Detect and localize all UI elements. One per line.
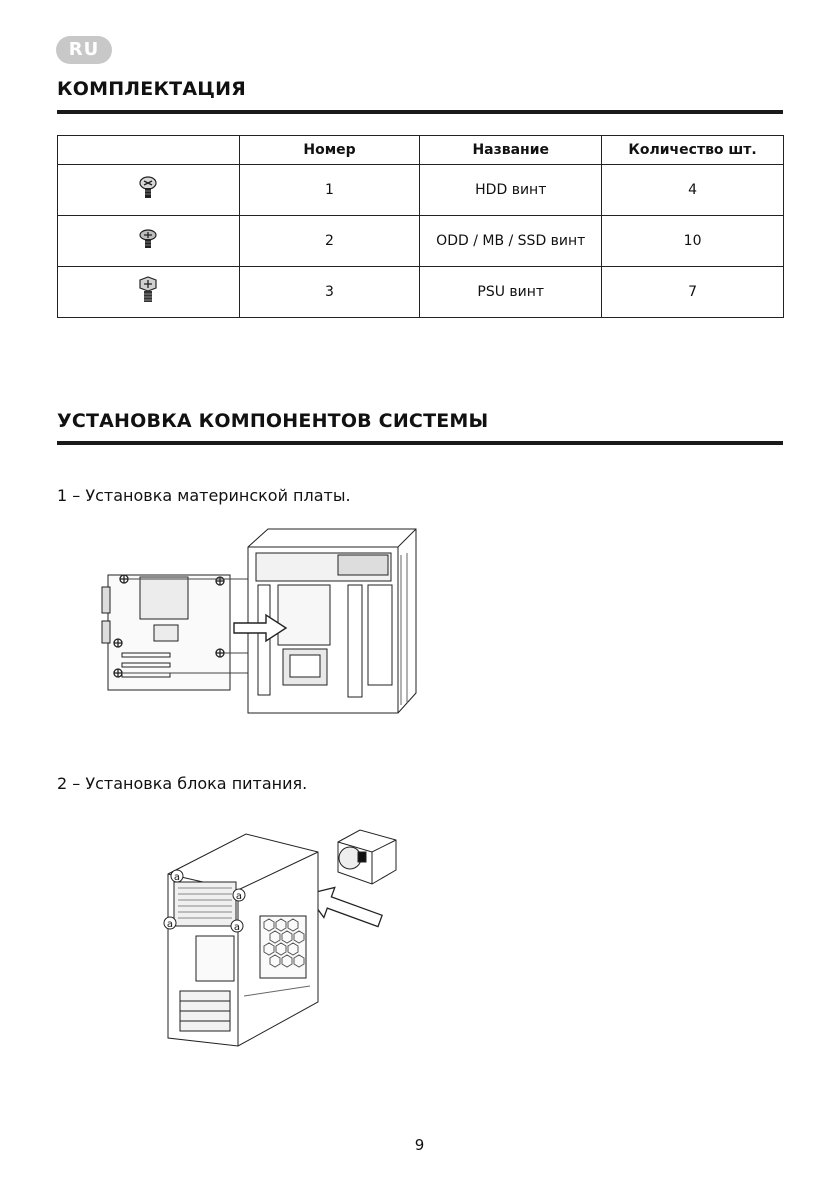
language-badge: RU: [56, 36, 112, 64]
screw-image-cell: [58, 267, 240, 318]
row-qty: 7: [602, 267, 784, 318]
psu-screw-icon: [137, 276, 159, 304]
psu-install-figure: [160, 826, 400, 1054]
col-header-name: Название: [420, 136, 602, 165]
kit-section-title: КОМПЛЕКТАЦИЯ: [57, 78, 247, 100]
col-header-image: [58, 136, 240, 165]
page-number: 9: [414, 1136, 425, 1154]
col-header-qty: Количество шт.: [602, 136, 784, 165]
psu-screw-marker-label: a: [166, 919, 174, 930]
psu-screw-marker-label: a: [173, 872, 181, 883]
psu-screw-marker-label: a: [233, 922, 241, 933]
row-name: PSU винт: [420, 267, 602, 318]
table-row: [58, 165, 784, 216]
row-qty: 4: [602, 165, 784, 216]
kit-table-header-row: [58, 136, 784, 165]
kit-title-rule: [57, 110, 783, 114]
kit-table: [57, 135, 784, 318]
screw-image-cell: [58, 165, 240, 216]
row-number: 2: [239, 216, 420, 267]
row-number: 3: [239, 267, 420, 318]
table-row: [58, 216, 784, 267]
row-qty: 10: [602, 216, 784, 267]
psu-screw-marker-label: a: [235, 891, 243, 902]
row-name: ODD / MB / SSD винт: [420, 216, 602, 267]
install-section-title: УСТАНОВКА КОМПОНЕНТОВ СИСТЕМЫ: [57, 410, 489, 432]
table-row: [58, 267, 784, 318]
odd-screw-icon: [138, 226, 158, 252]
row-number: 1: [239, 165, 420, 216]
install-title-rule: [57, 441, 783, 445]
row-name: HDD винт: [420, 165, 602, 216]
step1-label: 1 – Установка материнской платы.: [57, 486, 351, 505]
screw-image-cell: [58, 216, 240, 267]
col-header-number: Номер: [239, 136, 420, 165]
hdd-screw-icon: [138, 175, 158, 201]
motherboard-install-figure: [98, 525, 422, 725]
step2-label: 2 – Установка блока питания.: [57, 774, 308, 793]
